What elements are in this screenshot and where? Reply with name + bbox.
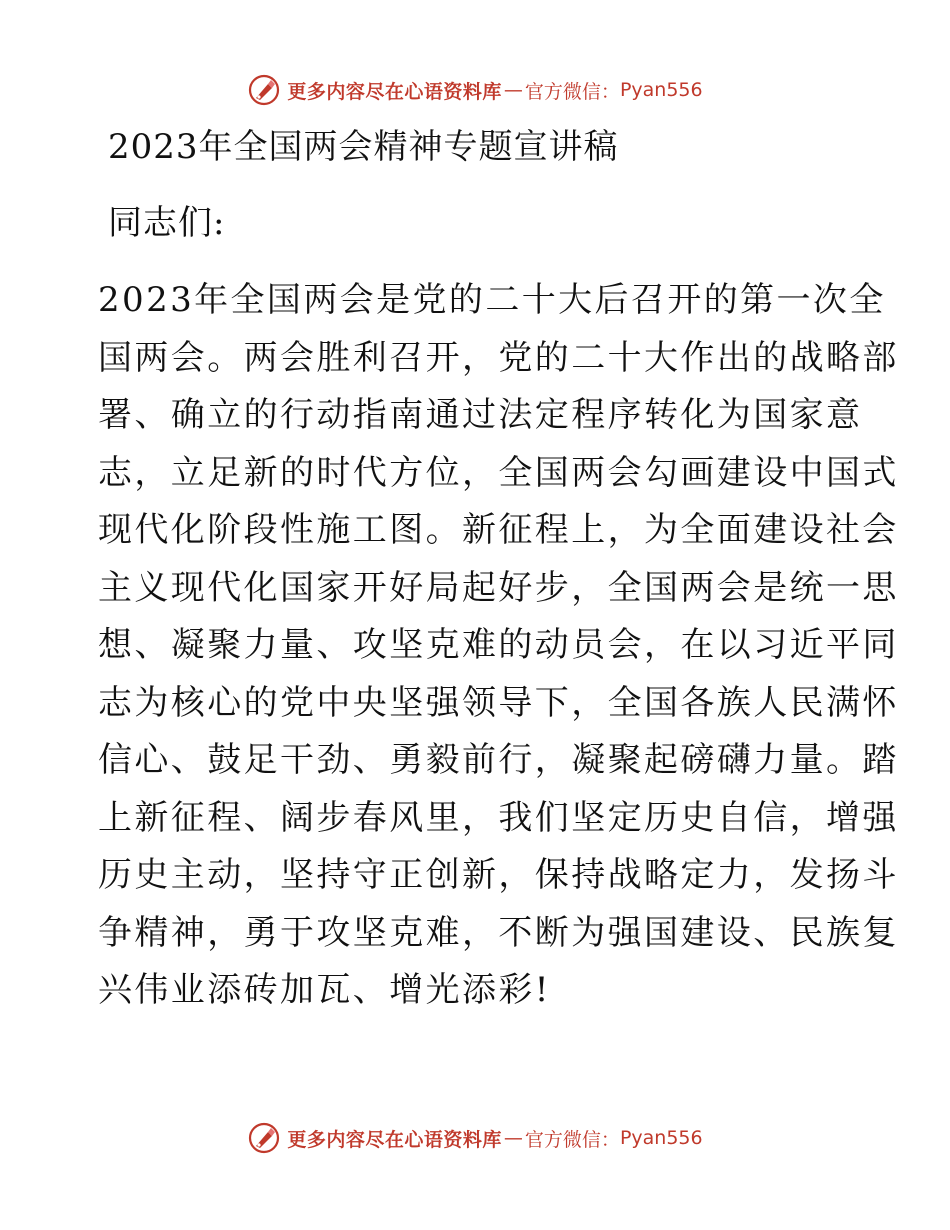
banner-text: 更多内容尽在心语资料库	[287, 1128, 502, 1151]
body-line: 兴伟业添砖加瓦、增光添彩!	[98, 970, 551, 1010]
body-line: 上新征程、阔步春风里，我们坚定历史自信，增强	[98, 797, 899, 838]
body-line: 现代化阶段性施工图。新征程上，为全面建设社会	[98, 510, 899, 550]
banner-wechat-id: Pyan556	[619, 79, 703, 101]
body-line: 国两会。两会胜利召开，党的二十大作出的战略部	[98, 337, 899, 378]
banner-separator: —	[503, 1127, 523, 1149]
body-line: 署、确立的行动指南通过法定程序转化为国家意	[98, 395, 863, 435]
footer-banner	[0, 1118, 950, 1158]
header-banner	[0, 70, 950, 110]
body-line: 历史主动，坚持守正创新，保持战略定力，发扬斗	[98, 855, 899, 895]
banner-wechat-id: Pyan556	[619, 1127, 703, 1149]
body-line: 志，立足新的时代方位，全国两会勾画建设中国式	[98, 452, 899, 493]
body-paragraph	[98, 272, 899, 1020]
banner-wechat-label: 官方微信：	[524, 1128, 620, 1151]
body-line: 2023年全国两会是党的二十大后召开的第一次全	[98, 280, 886, 320]
banner-separator: —	[503, 79, 523, 101]
pen-nib-logo-icon	[247, 1121, 281, 1155]
banner-text: 更多内容尽在心语资料库	[287, 80, 502, 103]
body-line: 想、凝聚力量、攻坚克难的动员会，在以习近平同	[98, 625, 899, 665]
banner-wechat-label: 官方微信：	[524, 80, 620, 103]
body-line: 信心、鼓足干劲、勇毅前行，凝聚起磅礴力量。踏	[98, 740, 899, 780]
pen-nib-logo-icon	[247, 73, 281, 107]
salutation: 同志们:	[108, 203, 226, 243]
body-line: 主义现代化国家开好局起好步，全国两会是统一思	[98, 567, 899, 608]
body-line: 争精神，勇于攻坚克难，不断为强国建设、民族复	[98, 912, 899, 953]
document-title: 2023年全国两会精神专题宣讲稿	[108, 127, 619, 167]
body-line: 志为核心的党中央坚强领导下，全国各族人民满怀	[98, 682, 899, 723]
